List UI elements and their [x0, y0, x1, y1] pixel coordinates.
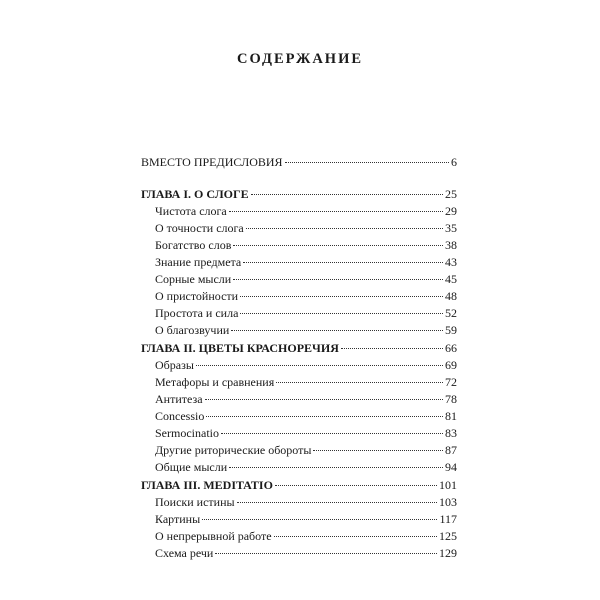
dot-leader — [229, 211, 443, 212]
toc-chapter-3 — [141, 478, 457, 493]
toc-entry-preface — [141, 155, 457, 170]
toc-page-number: 87 — [445, 443, 457, 457]
toc-chapter-label: ГЛАВА II. ЦВЕТЫ КРАСНОРЕЧИЯ — [141, 341, 339, 355]
page-title: СОДЕРЖАНИЕ — [236, 51, 364, 67]
toc-page-number: 69 — [445, 358, 457, 372]
toc-entry-label: О пристойности — [155, 289, 239, 303]
toc-entry — [155, 375, 457, 390]
dot-leader — [196, 365, 443, 366]
toc-entry-label: Общие мысли — [155, 460, 228, 474]
dot-leader — [313, 450, 443, 451]
toc-page-number: 35 — [445, 221, 457, 235]
toc-page-number: 117 — [439, 512, 457, 526]
dot-leader — [274, 536, 437, 537]
toc-page-number: 101 — [439, 478, 457, 492]
toc-entry-label: Concessio — [155, 409, 205, 423]
toc-entry-label: Поиски истины — [155, 495, 235, 509]
toc-entry — [155, 426, 457, 441]
dot-leader — [240, 313, 443, 314]
dot-leader — [285, 162, 449, 163]
toc-page-number: 25 — [445, 187, 457, 201]
toc-entry — [155, 204, 457, 219]
toc-page-number: 103 — [439, 495, 457, 509]
toc-entry-label: Знание предмета — [155, 255, 242, 269]
toc-entry — [155, 460, 457, 475]
dot-leader — [215, 553, 437, 554]
toc-page-number: 72 — [445, 375, 457, 389]
dot-leader — [229, 467, 443, 468]
toc-page-number: 129 — [439, 546, 457, 560]
toc-entry-label: Образы — [155, 358, 194, 372]
dot-leader — [275, 485, 437, 486]
toc-entry — [155, 512, 457, 527]
toc-entry-label: Богатство слов — [155, 238, 232, 252]
dot-leader — [206, 416, 443, 417]
toc-page-number: 83 — [445, 426, 457, 440]
toc-entry-label: Антитеза — [155, 392, 203, 406]
dot-leader — [251, 194, 443, 195]
dot-leader — [243, 262, 443, 263]
toc-entry-label: Схема речи — [155, 546, 214, 560]
toc-entry — [155, 238, 457, 253]
toc-entry-label: Другие риторические обороты — [155, 443, 312, 457]
toc-entry-label: О непрерывной работе — [155, 529, 272, 543]
toc-page-number: 38 — [445, 238, 457, 252]
toc-entry-label: Картины — [155, 512, 201, 526]
toc-entry-label: Метафоры и сравнения — [155, 375, 275, 389]
toc-page-number: 94 — [445, 460, 457, 474]
toc-entry-label: О точности слога — [155, 221, 244, 235]
toc-page-number: 6 — [451, 155, 457, 169]
toc-chapter-1 — [141, 187, 457, 202]
toc-entry — [155, 221, 457, 236]
dot-leader — [246, 228, 443, 229]
toc-entry-label: Чистота слога — [155, 204, 227, 218]
toc-entry — [155, 409, 457, 424]
toc-page-number: 48 — [445, 289, 457, 303]
toc-page-number: 66 — [445, 341, 457, 355]
toc-entry — [155, 323, 457, 338]
dot-leader — [205, 399, 443, 400]
toc-entry — [155, 529, 457, 544]
dot-leader — [231, 330, 443, 331]
toc-entry-label: Sermocinatio — [155, 426, 219, 440]
dot-leader — [233, 279, 443, 280]
toc-page-number: 59 — [445, 323, 457, 337]
dot-leader — [341, 348, 443, 349]
toc-entry — [155, 358, 457, 373]
toc-entry — [155, 255, 457, 270]
dot-leader — [233, 245, 443, 246]
toc-entry-label: О благозвучии — [155, 323, 230, 337]
toc-entry-label: Сорные мысли — [155, 272, 232, 286]
toc-page-number: 52 — [445, 306, 457, 320]
toc-page-number: 78 — [445, 392, 457, 406]
toc-entry-label: Простота и сила — [155, 306, 239, 320]
dot-leader — [221, 433, 443, 434]
dot-leader — [276, 382, 443, 383]
dot-leader — [237, 502, 437, 503]
toc-entry — [155, 546, 457, 561]
toc-entry — [155, 443, 457, 458]
toc-page-number: 125 — [439, 529, 457, 543]
toc-page-number: 29 — [445, 204, 457, 218]
toc-entry-label: ВМЕСТО ПРЕДИСЛОВИЯ — [141, 155, 283, 169]
dot-leader — [240, 296, 443, 297]
toc-entry — [155, 306, 457, 321]
dot-leader — [202, 519, 437, 520]
toc-page-number: 43 — [445, 255, 457, 269]
toc-chapter-2 — [141, 341, 457, 356]
toc-chapter-label: ГЛАВА I. О СЛОГЕ — [141, 187, 249, 201]
toc-page-number: 45 — [445, 272, 457, 286]
toc-entry — [155, 495, 457, 510]
toc-entry — [155, 289, 457, 304]
toc-entry — [155, 392, 457, 407]
toc-entry — [155, 272, 457, 287]
toc-page-number: 81 — [445, 409, 457, 423]
toc-chapter-label: ГЛАВА III. MEDITATIO — [141, 478, 273, 492]
